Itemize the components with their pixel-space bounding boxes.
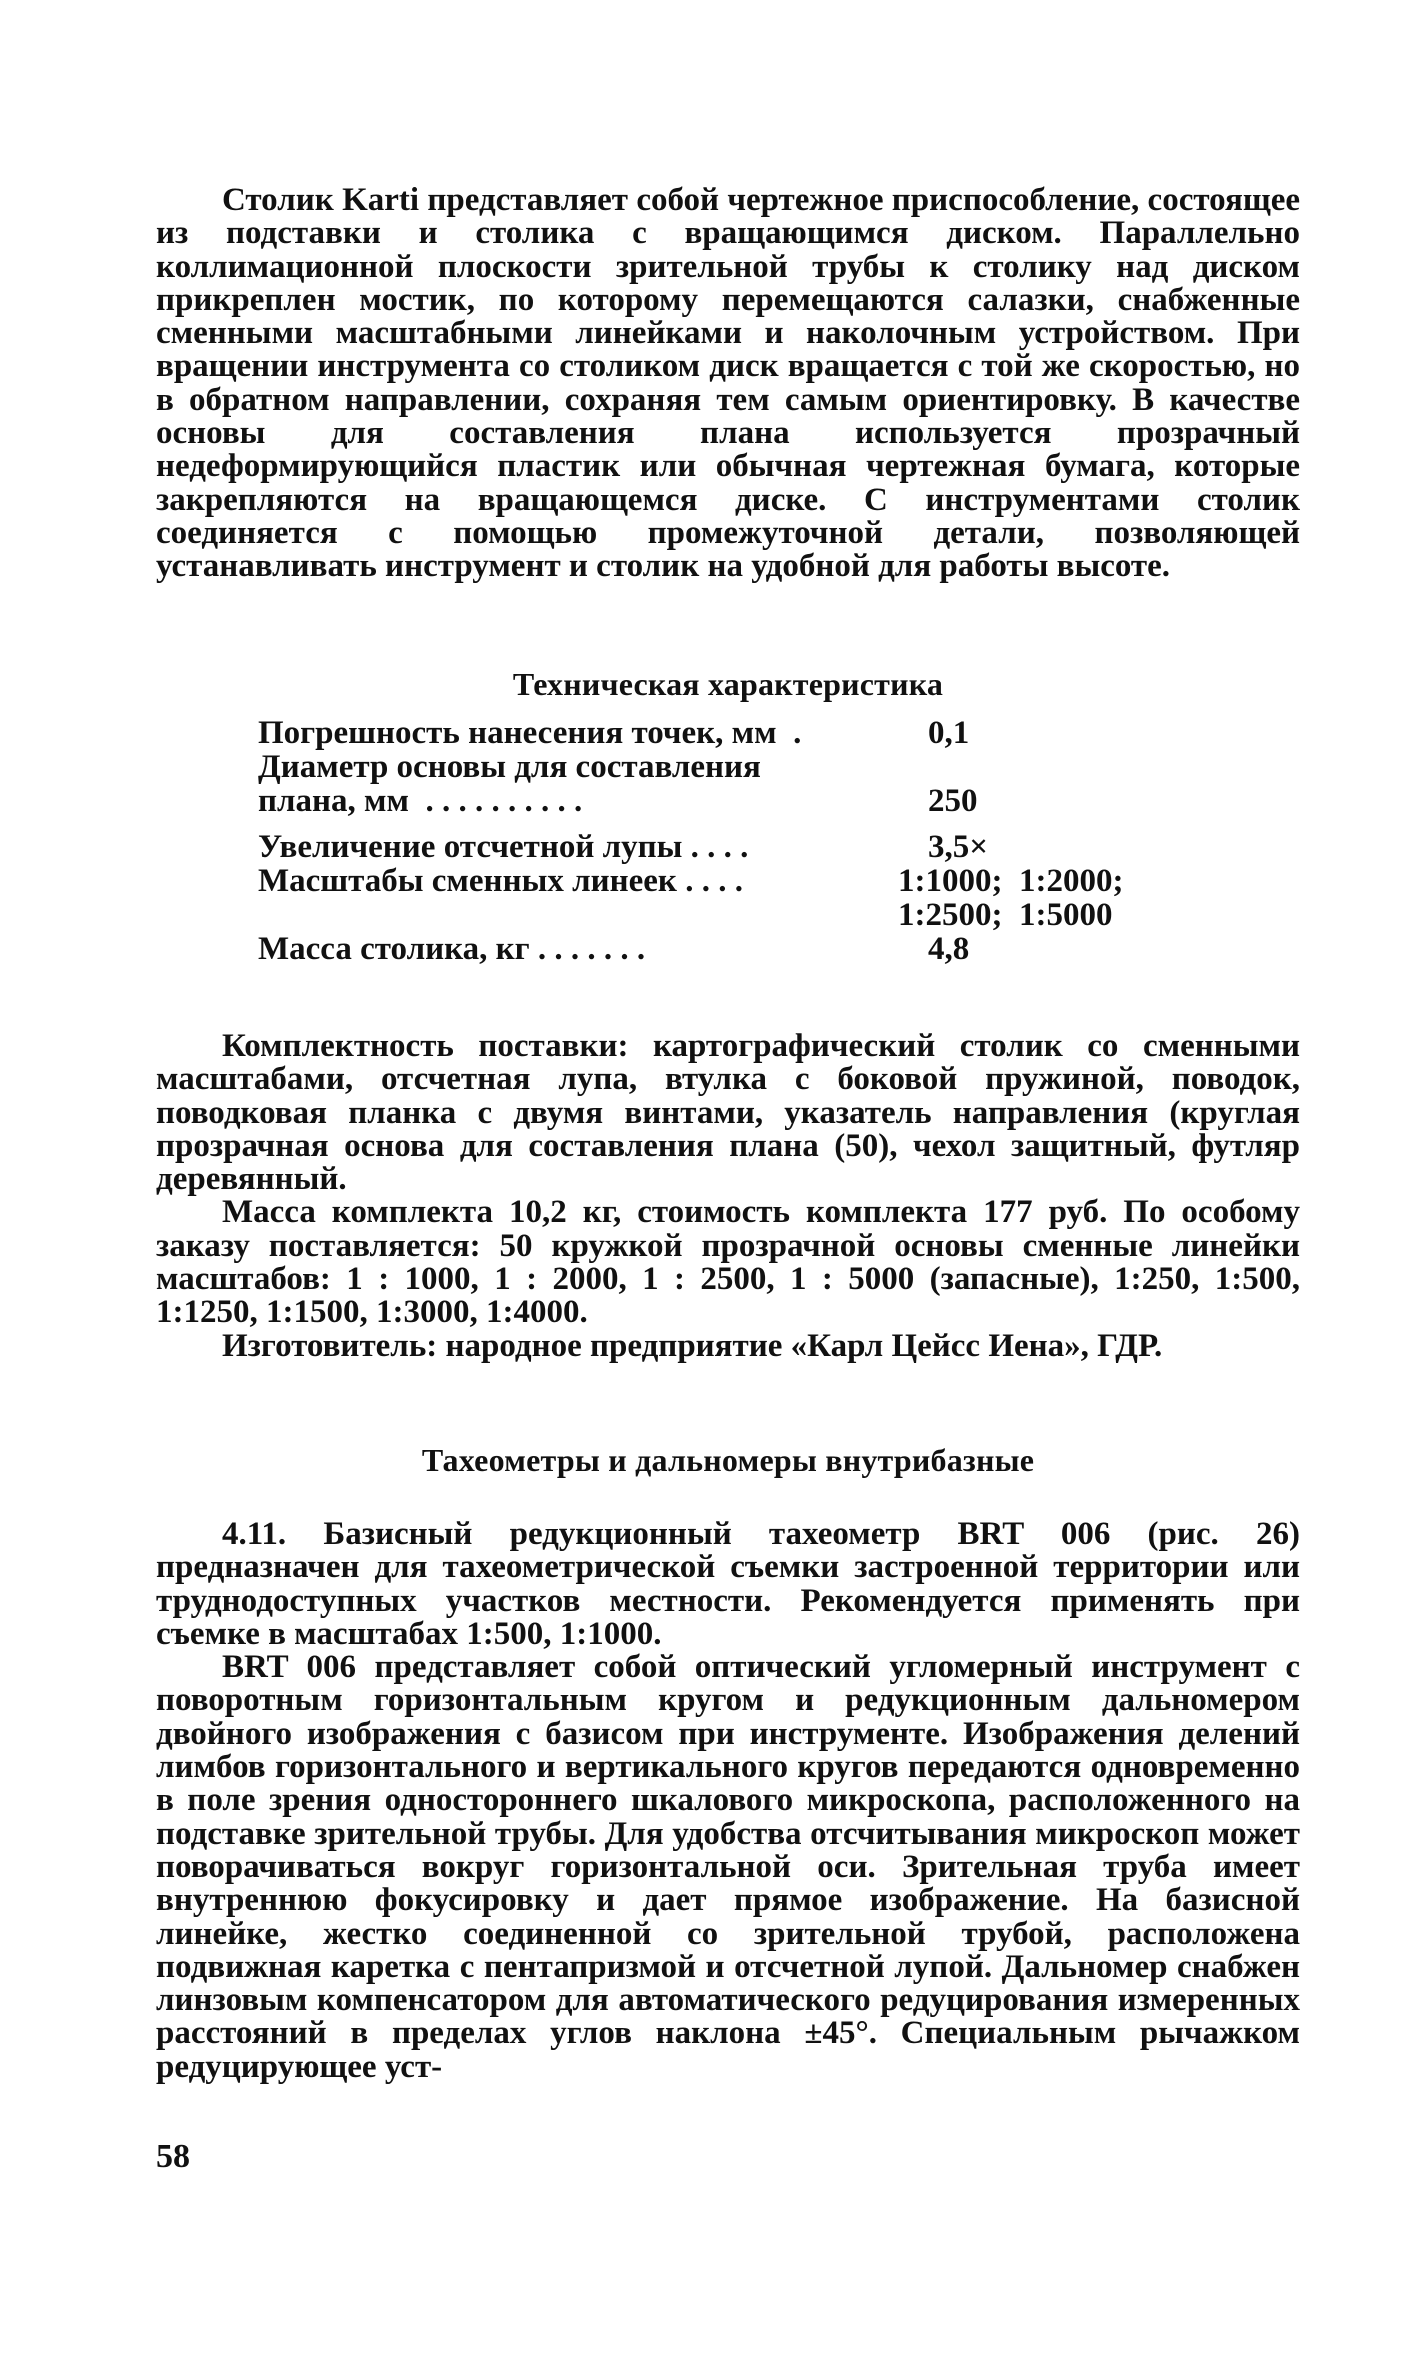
spec-row [258, 784, 1218, 818]
paragraph-mass: Масса комплекта 10,2 кг, стоимость комплекта 177 руб. По особому заказу поставляется: 50 кружкой прозрачной основы сменные линейки масштабов: 1 : 1000, 1 : 2000, 1 : 2500, 1 : 5000 (запасные), 1:250, 1:500, 1:1250, 1:1500, 1:3000, 1:4000. [156, 1194, 1300, 1331]
spec-row [258, 898, 1218, 932]
intro-section [156, 184, 1300, 584]
spec-value: 4,8 [928, 931, 970, 967]
specs-table [258, 716, 1218, 966]
spec-row [258, 750, 1218, 784]
paragraph-brt: BRT 006 представляет собой оптический угломерный инструмент с поворотным горизонтальным кругом и редукционным дальномером двойного изображения с базисом при инструменте. Изображения делений лимбов горизонтального и вертикального кругов передаются одновременно в поле зрения одностороннего шкалового микроскопа, расположенного на подставке зрительной трубы. Для удобства отсчитывания микроскоп может поворачиваться вокруг горизонтальной оси. Зрительная труба имеет внутреннюю фокусировку и дает прямое изображение. На базисной линейке, жестко соединенной со зрительной трубой, расположена подвижная каретка с пентапризмой и отсчетной лупой. Дальномер снабжен линзовым компенсатором для автоматического редуцирования измеренных расстояний в пределах углов наклона ±45°. Специальным рычажком редуцирующее уст- [156, 1649, 1300, 2085]
spec-label: Увеличение отсчетной лупы . . . . [258, 830, 749, 864]
spec-label: Масштабы сменных линеек . . . . [258, 864, 743, 898]
specs-heading: Техническая характеристика [512, 666, 944, 702]
spec-label: плана, мм . . . . . . . . . . [258, 784, 583, 818]
spec-label: Масса столика, кг . . . . . . . [258, 932, 646, 966]
spec-label: Диаметр основы для составления [258, 750, 761, 784]
spec-value: 250 [928, 783, 978, 819]
spec-row [258, 932, 1218, 966]
kit-section [156, 1030, 1300, 1363]
spec-value: 1:1000; 1:2000; [898, 863, 1124, 899]
paragraph-kit: Комплектность поставки: картографический столик со сменными масштабами, отсчетная лупа, втулка с боковой пружиной, поводок, поводковая планка с двумя винтами, указатель направления (круглая прозрачная основа для составления плана (50), чехол защитный, футляр деревянный. [156, 1028, 1300, 1198]
section-heading: Тахеометры и дальномеры внутрибазные [421, 1442, 1035, 1478]
spec-row [258, 716, 1218, 750]
spec-label: Погрешность нанесения точек, мм . [258, 716, 802, 750]
brt-section [156, 1518, 1300, 2084]
spec-value: 3,5× [928, 829, 989, 865]
spec-value: 1:2500; 1:5000 [898, 897, 1113, 933]
page-number: 58 [156, 2138, 190, 2175]
spec-value: 0,1 [928, 715, 970, 751]
spec-row [258, 864, 1218, 898]
spec-row [258, 830, 1218, 864]
paragraph-karti: Столик Karti представляет собой чертежное приспособление, состоящее из подставки и столика с вращающимся диском. Параллельно коллимационной плоскости зрительной трубы к столику над диском прикреплен мостик, по которому перемещаются салазки, снабженные сменными масштабными линейками и наколочным устройством. При вращении инструмента со столиком диск вращается с той же скоростью, но в обратном направлении, сохраняя тем самым ориентировку. В качестве основы для составления плана используется прозрачный недеформирующийся пластик или обычная чертежная бумага, которые закрепляются на вращающемся диске. С инструментами столик соединяется с помощью промежуточной детали, позволяющей устанавливать инструмент и столик на удобной для работы высоте. [156, 182, 1300, 585]
paragraph-maker: Изготовитель: народное предприятие «Карл Цейсс Иена», ГДР. [222, 1327, 1163, 1364]
paragraph-4-11: 4.11. Базисный редукционный тахеометр BRT 006 (рис. 26) предназначен для тахеометрической съемки застроенной территории или труднодоступных участков местности. Рекомендуется применять при съемке в масштабах 1:500, 1:1000. [156, 1516, 1300, 1652]
